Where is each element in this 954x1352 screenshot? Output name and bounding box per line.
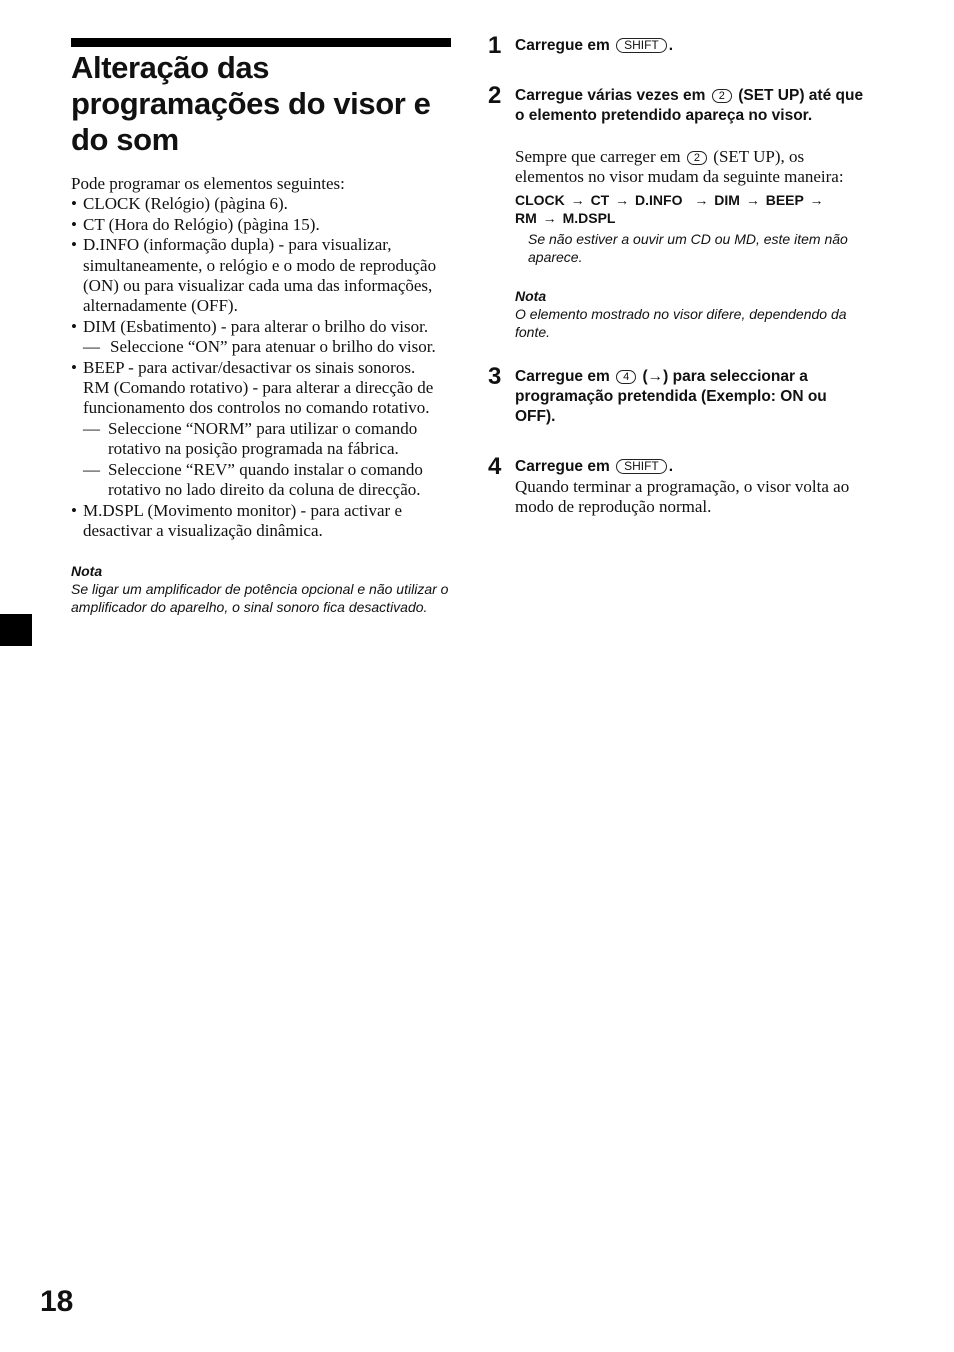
language-tab-marker bbox=[0, 614, 32, 646]
list-item-dinfo bbox=[71, 235, 456, 317]
list-item-text: DIM (Esbatimento) - para alterar o brilho do visor. bbox=[83, 316, 429, 336]
step-heading bbox=[515, 86, 868, 126]
sub-item-text: Seleccione “NORM” para utilizar o comando rotativo na posição programada na fábrica. bbox=[108, 418, 418, 459]
note-title: Nota bbox=[515, 287, 547, 304]
title-line-2: programações do visor e bbox=[71, 86, 431, 121]
seq-item: D.INFO bbox=[635, 191, 683, 208]
button-2-icon: 2 bbox=[712, 89, 732, 103]
bullet: • bbox=[71, 500, 77, 520]
sub-item-dim-on bbox=[83, 337, 456, 357]
step-body: Quando terminar a programação, o visor volta ao modo de reprodução normal. bbox=[515, 476, 850, 517]
step-punct: . bbox=[668, 457, 674, 475]
bullet: • bbox=[71, 194, 77, 214]
step-number: 1 bbox=[488, 32, 502, 59]
step-4 bbox=[488, 452, 868, 518]
bullet: • bbox=[71, 235, 77, 255]
title-line-1: Alteração das bbox=[71, 50, 270, 85]
seq-item: DIM bbox=[714, 191, 740, 208]
arrow-icon: → bbox=[694, 191, 709, 208]
display-sequence bbox=[515, 191, 868, 227]
page-title bbox=[71, 50, 471, 158]
bullet: • bbox=[71, 316, 77, 336]
seq-item: CT bbox=[590, 191, 610, 208]
arrow-icon: → bbox=[542, 209, 557, 226]
list-item-text: CT (Hora do Relógio) (pàgina 15). bbox=[83, 214, 320, 234]
left-column bbox=[71, 174, 456, 616]
list-item-text: D.INFO (informação dupla) - para visualizar, simultaneamente, o relógio e o modo de reprodução (ON) ou para visualizar cada uma das informações, alternadamente (OFF). bbox=[83, 235, 437, 316]
sub-item-text: Seleccione “ON” para atenuar o brilho do visor. bbox=[110, 337, 436, 357]
list-item-text: BEEP - para activar/desactivar os sinais sonoros. bbox=[83, 357, 416, 377]
dash: — bbox=[83, 337, 100, 357]
list-item-mdspl bbox=[71, 501, 456, 542]
list-item-dim bbox=[71, 317, 456, 358]
seq-item: BEEP bbox=[765, 191, 804, 208]
seq-item: CLOCK bbox=[515, 191, 565, 208]
step-heading bbox=[515, 36, 868, 56]
step-text: (→) para seleccionar a programação pretendida (Exemplo: ON ou OFF). bbox=[515, 367, 827, 425]
seq-item: M.DSPL bbox=[562, 209, 616, 226]
dash: — bbox=[83, 418, 100, 438]
right-column bbox=[488, 32, 868, 518]
step-text: Carregue em bbox=[515, 367, 610, 385]
body-text: (SET UP), os elementos no visor mudam da seguinte maneira: bbox=[515, 147, 844, 187]
list-item-rm: RM (Comando rotativo) - para alterar a direcção de funcionamento dos controlos no comando rotativo. bbox=[83, 378, 434, 418]
arrow-icon: → bbox=[745, 191, 760, 208]
sub-item-rm-rev bbox=[83, 460, 456, 501]
note-text: O elemento mostrado no visor difere, dependendo da fonte. bbox=[515, 305, 847, 340]
step-text: Carregue várias vezes em bbox=[515, 87, 706, 104]
note-text: Se ligar um amplificador de potência opcional e não utilizar o amplificador do aparelho, o sinal sonoro fica desactivado. bbox=[71, 581, 449, 616]
step-punct: . bbox=[668, 37, 674, 54]
step-text: Carregue em bbox=[515, 37, 610, 54]
step-heading bbox=[515, 367, 868, 427]
bullet: • bbox=[71, 214, 77, 234]
sequence-footnote: Se não estiver a ouvir um CD ou MD, este item não aparece. bbox=[528, 230, 848, 265]
title-line-3: do som bbox=[71, 122, 179, 157]
intro-text: Pode programar os elementos seguintes: bbox=[71, 174, 345, 193]
step-2 bbox=[488, 82, 868, 341]
note-title: Nota bbox=[71, 563, 103, 580]
section-rule bbox=[71, 38, 451, 47]
page-number: 18 bbox=[40, 1285, 74, 1318]
list-item-text: CLOCK (Relógio) (pàgina 6). bbox=[83, 194, 288, 214]
seq-item: RM bbox=[515, 209, 537, 226]
step-heading bbox=[515, 457, 868, 477]
shift-button-icon: SHIFT bbox=[616, 459, 667, 474]
step-1 bbox=[488, 32, 868, 59]
sub-item-rm-norm bbox=[83, 419, 456, 460]
list-item-beep bbox=[71, 358, 456, 501]
sub-item-text: Seleccione “REV” quando instalar o comando rotativo no lado direito da coluna de direcção. bbox=[108, 459, 423, 500]
shift-button-icon: SHIFT bbox=[616, 38, 667, 53]
step-number: 4 bbox=[488, 452, 502, 480]
body-text: Sempre que carreger em bbox=[515, 147, 681, 166]
bullet: • bbox=[71, 357, 77, 377]
step-number: 2 bbox=[488, 82, 502, 109]
list-item-ct bbox=[71, 215, 456, 235]
arrow-icon: → bbox=[809, 191, 824, 208]
arrow-icon: → bbox=[615, 191, 630, 208]
step-3 bbox=[488, 362, 868, 427]
step-text: Carregue em bbox=[515, 457, 610, 475]
button-2-icon: 2 bbox=[687, 151, 707, 165]
button-4-icon: 4 bbox=[616, 370, 636, 384]
step-body bbox=[515, 147, 868, 188]
step-number: 3 bbox=[488, 362, 502, 390]
dash: — bbox=[83, 459, 100, 479]
step-text: (SET UP) até que o elemento pretendido apareça no visor. bbox=[515, 87, 864, 124]
list-item-text: M.DSPL (Movimento monitor) - para activar e desactivar a visualização dinâmica. bbox=[83, 500, 402, 540]
list-item-clock bbox=[71, 194, 456, 214]
arrow-icon: → bbox=[570, 191, 585, 208]
